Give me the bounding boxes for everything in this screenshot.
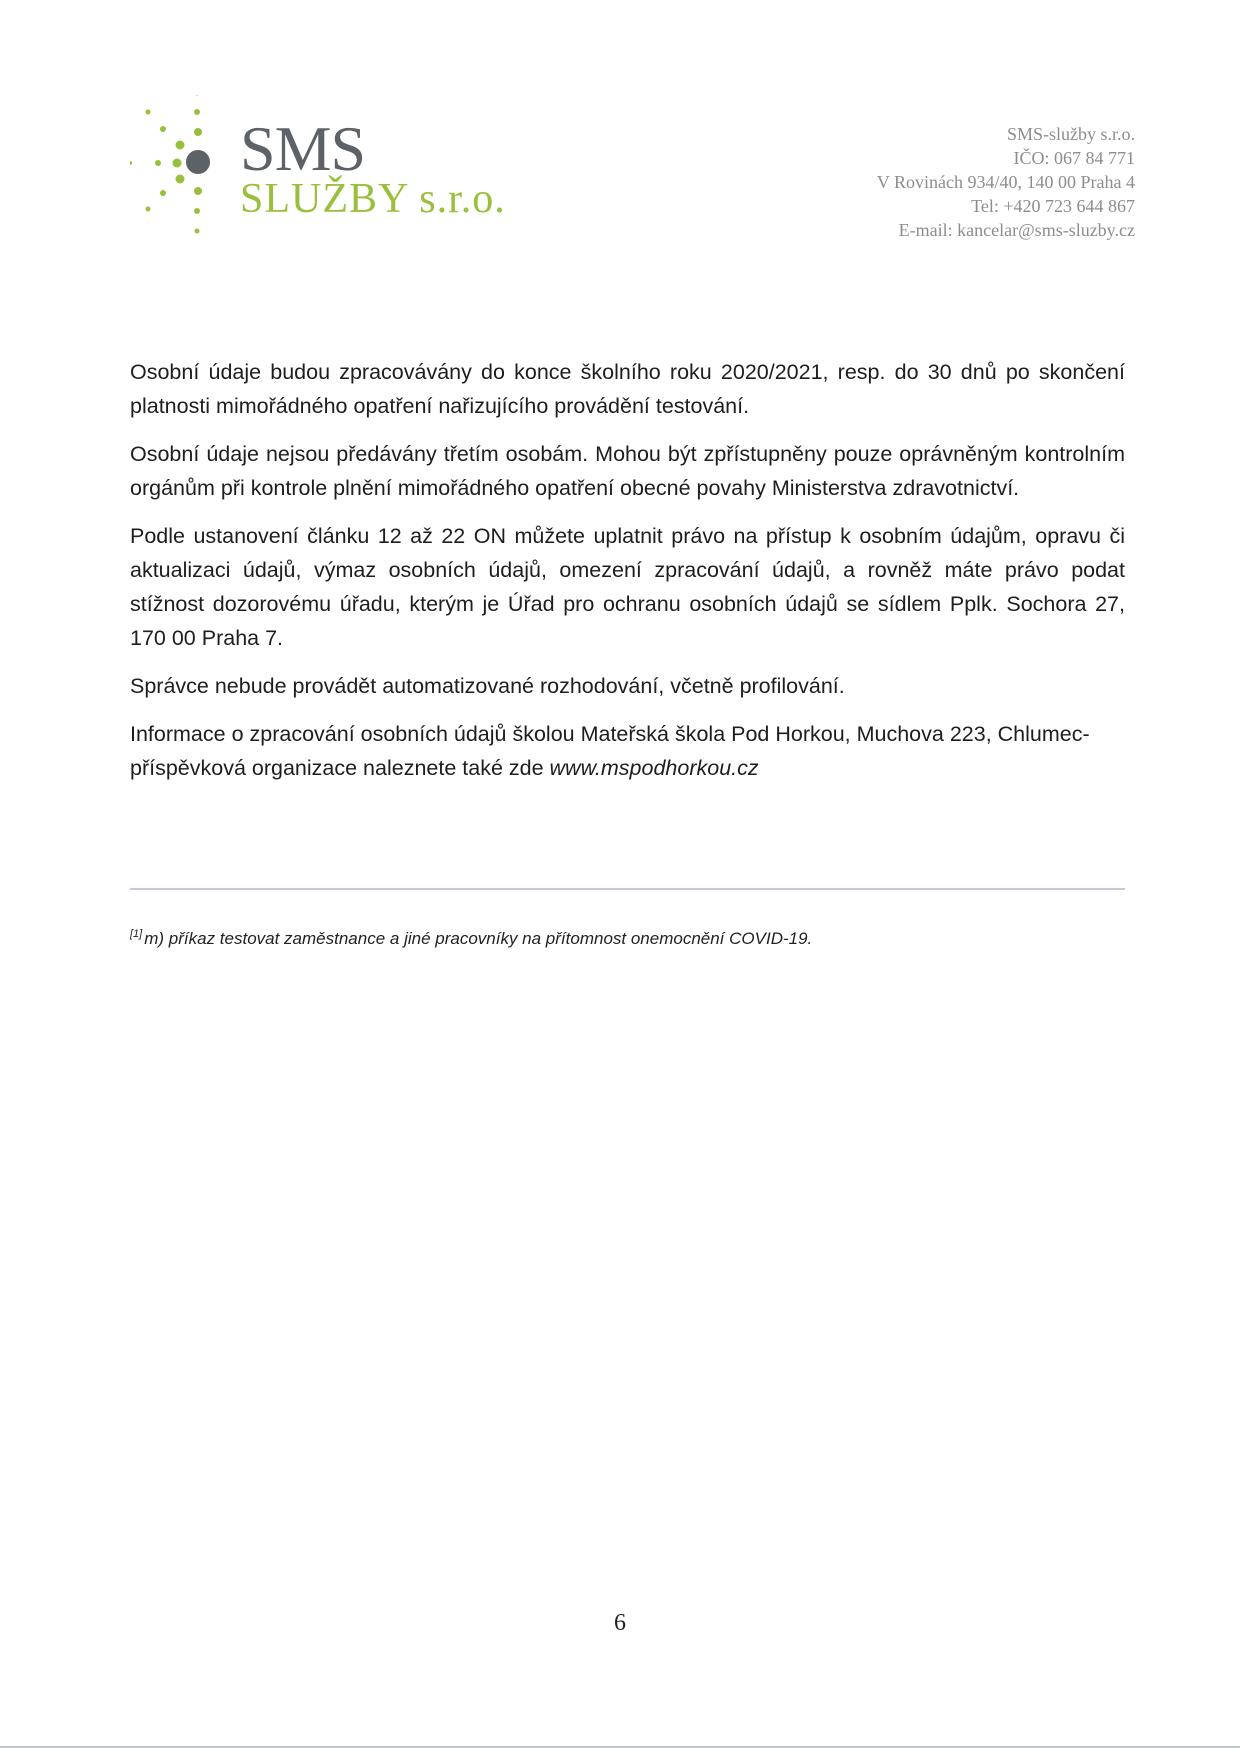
body-text (130, 355, 1125, 799)
company-info (877, 122, 1135, 242)
dots-logo-icon (130, 95, 240, 265)
company-name: SMS-služby s.r.o. (1006, 124, 1135, 144)
company-email: E-mail: kancelar@sms-sluzby.cz (898, 220, 1135, 240)
paragraph-profiling: Správce nebude provádět automatizované rozhodování, včetně profilování. (130, 674, 845, 698)
company-address: V Rovinách 934/40, 140 00 Praha 4 (876, 172, 1135, 192)
paragraph-disclosure: Osobní údaje nejsou předávány třetím osobám. Mohou být zpřístupněny pouze oprávněným kontrolním orgánům při kontrole plnění mimořádného opatření obecné povahy Ministerstva zdravotnictví. (130, 442, 1125, 500)
logo-wordmark-sluzby: SLUŽBY s.r.o. (240, 176, 506, 222)
company-logo (130, 95, 550, 265)
info-text: Informace o zpracování osobních údajů školou Mateřská škola Pod Horkou, Muchova 223, Chlumec-příspěvková organizace naleznete také zde (130, 722, 1090, 780)
footnote-divider (130, 888, 1125, 890)
scan-edge-line (0, 1746, 1240, 1748)
footnote (130, 922, 1125, 951)
paragraph-rights: Podle ustanovení článku 12 až 22 ON můžete uplatnit právo na přístup k osobním údajům, opravu či aktualizaci údajů, výmaz osobních údajů, omezení zpracování údajů, a rovněž máte právo podat stížnost dozorovému úřadu, kterým je Úřad pro ochranu osobních údajů se sídlem Pplk. Sochora 27, 170 00 Praha 7. (130, 524, 1125, 650)
page-number: 6 (614, 1610, 626, 1636)
logo-wordmark-sms: SMS (240, 113, 366, 184)
footnote-text: m) příkaz testovat zaměstnance a jiné pracovníky na přítomnost onemocnění COVID-19. (144, 929, 813, 948)
company-phone: Tel: +420 723 644 867 (971, 196, 1135, 216)
paragraph-info (130, 717, 1125, 785)
company-ico: IČO: 067 84 771 (1013, 148, 1135, 168)
paragraph-retention: Osobní údaje budou zpracovávány do konce školního roku 2020/2021, resp. do 30 dnů po skončení platnosti mimořádného opatření nařizujícího provádění testování. (130, 360, 1125, 418)
footnote-marker: [1] (130, 928, 143, 940)
school-website-link[interactable]: www.mspodhorkou.cz (549, 756, 759, 780)
